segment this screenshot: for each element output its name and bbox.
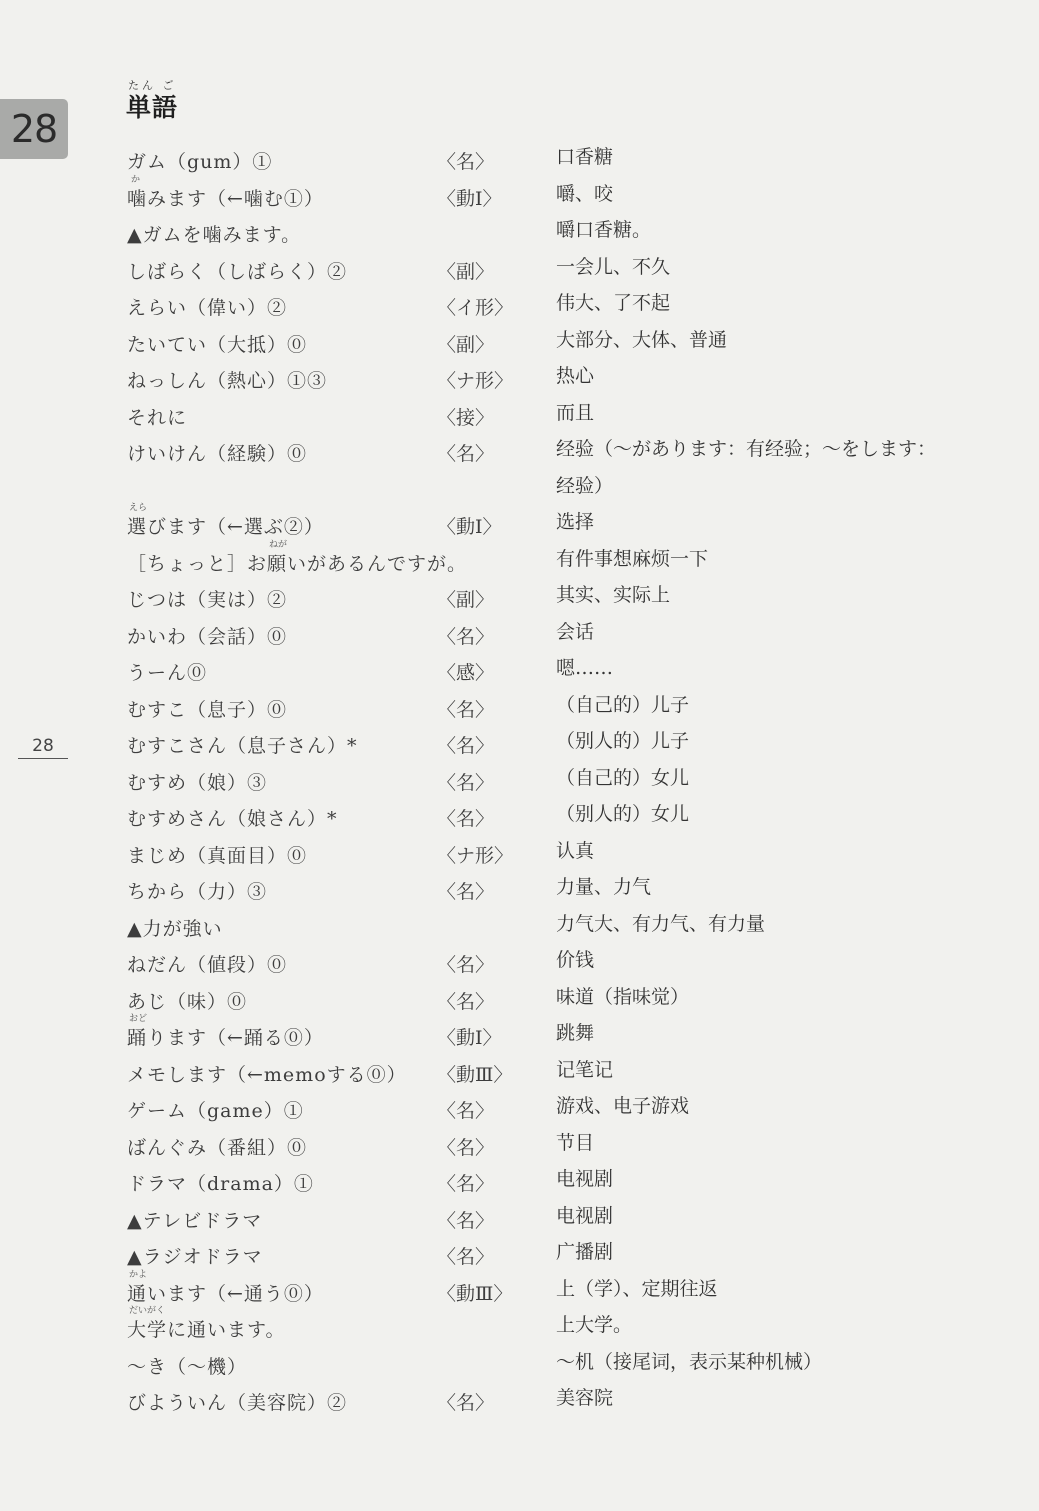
vocab-part-of-speech: 〈名〉 — [437, 625, 495, 648]
vocab-meaning: 记笔记 — [556, 1058, 614, 1081]
vocab-part-of-speech: 〈名〉 — [437, 1246, 495, 1268]
vocab-meaning: 而且 — [556, 401, 595, 424]
vocab-row — [0, 433, 1039, 506]
vocab-word: 選びます（←選ぶ②） — [127, 516, 324, 538]
vocab-row — [0, 981, 1039, 1018]
vocab-row — [0, 287, 1039, 324]
vocab-meaning: （自己的）女儿 — [556, 766, 690, 789]
vocab-meaning: 口香糖 — [556, 146, 614, 168]
vocab-ruby: だいがく — [129, 1306, 166, 1316]
vocab-meaning: 伟大、了不起 — [556, 292, 671, 314]
vocab-row — [0, 251, 1039, 288]
vocab-row — [0, 1346, 1039, 1383]
vocab-meaning: 会话 — [556, 620, 595, 643]
chapter-tab: 28 — [0, 99, 68, 159]
vocab-row — [0, 725, 1039, 762]
vocab-part-of-speech: 〈名〉 — [437, 1392, 495, 1414]
vocab-word: 踊ります（←踊る⓪） — [127, 1027, 324, 1049]
vocab-part-of-speech: 〈名〉 — [437, 1209, 495, 1232]
vocab-row — [0, 835, 1039, 872]
vocabulary-list — [0, 141, 1039, 1419]
vocab-word: あじ（味）⓪ — [127, 990, 248, 1013]
vocab-word: ▲ガムを噛みます。 — [127, 224, 302, 246]
vocab-part-of-speech: 〈接〉 — [437, 406, 495, 429]
vocab-part-of-speech: 〈感〉 — [437, 662, 495, 684]
vocab-word: むすこ（息子）⓪ — [127, 698, 288, 721]
vocab-row — [0, 360, 1039, 397]
vocab-part-of-speech: 〈名〉 — [437, 1136, 495, 1159]
vocab-word: ばんぐみ（番組）⓪ — [127, 1136, 308, 1159]
vocab-meaning: 广播剧 — [556, 1241, 614, 1263]
vocab-meaning: （别人的）儿子 — [556, 730, 690, 752]
vocab-row — [0, 908, 1039, 945]
vocab-word: えらい（偉い）② — [127, 297, 288, 319]
vocab-row — [0, 944, 1039, 981]
vocab-meaning: 其实、实际上 — [556, 584, 671, 606]
vocab-word: ねだん（値段）⓪ — [127, 954, 288, 976]
vocab-row — [0, 324, 1039, 361]
vocab-row — [0, 616, 1039, 653]
side-page-number: 28 — [18, 736, 68, 759]
vocab-meaning: 电视剧 — [556, 1168, 614, 1190]
vocab-word: ［ちょっと］お願いがあるんですが。 — [127, 552, 468, 575]
vocab-meaning: 大部分、大体、普通 — [556, 328, 728, 351]
vocab-word: けいけん（経験）⓪ — [127, 443, 308, 465]
vocab-meaning: 电视剧 — [556, 1204, 614, 1227]
vocab-row — [0, 1014, 1039, 1054]
vocab-word: じつは（実は）② — [127, 589, 288, 611]
vocab-meaning: （自己的）儿子 — [556, 693, 690, 716]
vocab-row — [0, 798, 1039, 835]
vocab-meaning: 美容院 — [556, 1387, 614, 1409]
vocab-row — [0, 1200, 1039, 1237]
vocab-part-of-speech: 〈名〉 — [437, 1173, 495, 1195]
vocab-ruby: か — [131, 174, 141, 185]
vocab-word: 通います（←通う⓪） — [127, 1282, 324, 1305]
vocab-row — [0, 1382, 1039, 1419]
vocab-part-of-speech: 〈ナ形〉 — [437, 370, 514, 392]
vocab-meaning: 有件事想麻烦一下 — [556, 547, 709, 570]
vocab-part-of-speech: 〈名〉 — [437, 443, 495, 465]
vocab-row — [0, 1236, 1039, 1273]
vocab-ruby: かよ — [129, 1269, 148, 1280]
vocab-word: 大学に通います。 — [127, 1319, 286, 1341]
vocab-word: しばらく（しばらく）② — [127, 260, 348, 283]
vocab-row — [0, 689, 1039, 726]
vocab-part-of-speech: 〈動Ⅰ〉 — [437, 516, 502, 538]
vocab-word: たいてい（大抵）⓪ — [127, 333, 308, 356]
vocab-meaning: 上大学。 — [556, 1314, 633, 1336]
vocab-part-of-speech: 〈名〉 — [437, 698, 495, 721]
vocab-word: それに — [127, 406, 188, 429]
vocab-meaning: （别人的）女儿 — [556, 803, 690, 825]
vocab-part-of-speech: 〈動Ⅲ〉 — [437, 1282, 513, 1305]
vocab-word: ねっしん（熱心）①③ — [127, 370, 328, 392]
vocab-part-of-speech: 〈名〉 — [437, 990, 495, 1013]
vocab-word: ～き（～機） — [127, 1355, 248, 1378]
vocab-row — [0, 1127, 1039, 1164]
vocab-meaning: 节目 — [556, 1131, 595, 1154]
vocab-row — [0, 174, 1039, 215]
vocab-row — [0, 397, 1039, 434]
vocab-word: うーん⓪ — [127, 662, 208, 684]
vocab-word: ▲テレビドラマ — [127, 1209, 263, 1232]
vocab-row — [0, 1306, 1039, 1346]
page-title: 単語 — [126, 93, 179, 122]
vocab-meaning: ～机（接尾词，表示某种机械） — [556, 1350, 823, 1373]
vocab-row — [0, 762, 1039, 799]
vocab-row — [0, 503, 1039, 543]
vocab-meaning: 嗯…… — [556, 657, 614, 679]
vocab-part-of-speech: 〈イ形〉 — [437, 297, 514, 319]
vocab-part-of-speech: 〈名〉 — [437, 954, 495, 976]
vocab-meaning: 经验（～があります：有经验；～をします：经验） — [556, 438, 937, 497]
vocab-word: ▲ラジオドラマ — [127, 1246, 263, 1268]
vocab-word: ドラマ（drama）① — [127, 1173, 314, 1195]
vocab-word: ガム（gum）① — [127, 151, 273, 173]
vocab-part-of-speech: 〈動Ⅰ〉 — [437, 187, 502, 210]
vocab-word: ちから（力）③ — [127, 881, 268, 903]
vocab-ruby: ねが — [269, 539, 288, 550]
vocab-meaning: 一会儿、不久 — [556, 255, 671, 278]
vocab-row — [0, 539, 1039, 580]
vocab-part-of-speech: 〈動Ⅰ〉 — [437, 1027, 502, 1049]
vocab-word: むすめさん（娘さん）* — [127, 808, 338, 830]
vocab-word: むすめ（娘）③ — [127, 771, 268, 794]
vocab-word: かいわ（会話）⓪ — [127, 625, 288, 648]
vocab-meaning: 力气大、有力气、有力量 — [556, 912, 766, 935]
vocab-word: まじめ（真面目）⓪ — [127, 844, 308, 867]
vocab-row — [0, 652, 1039, 689]
vocab-word: びよういん（美容院）② — [127, 1392, 348, 1414]
vocab-part-of-speech: 〈名〉 — [437, 1100, 495, 1122]
vocab-row — [0, 141, 1039, 178]
vocab-meaning: 价钱 — [556, 949, 595, 971]
vocab-ruby: おど — [129, 1014, 148, 1024]
vocab-meaning: 上（学）、定期往返 — [556, 1277, 718, 1300]
vocab-part-of-speech: 〈副〉 — [437, 589, 495, 611]
vocab-word: むすこさん（息子さん）* — [127, 735, 358, 757]
vocab-meaning: 热心 — [556, 365, 595, 387]
vocab-meaning: 认真 — [556, 839, 595, 862]
vocab-part-of-speech: 〈副〉 — [437, 260, 495, 283]
vocab-meaning: 嚼、咬 — [556, 182, 614, 205]
vocab-meaning: 嚼口香糖。 — [556, 219, 652, 241]
vocab-meaning: 跳舞 — [556, 1022, 595, 1044]
vocab-row — [0, 1163, 1039, 1200]
vocab-row — [0, 579, 1039, 616]
vocab-row — [0, 871, 1039, 908]
vocab-word: メモします（←memoする⓪） — [127, 1063, 407, 1086]
vocab-meaning: 选择 — [556, 511, 595, 533]
vocab-part-of-speech: 〈ナ形〉 — [437, 844, 514, 867]
vocab-row — [0, 1090, 1039, 1127]
vocab-meaning: 味道（指味觉） — [556, 985, 690, 1008]
vocab-part-of-speech: 〈名〉 — [437, 735, 495, 757]
vocab-word: ▲力が強い — [127, 917, 223, 940]
vocab-word: ゲーム（game）① — [127, 1100, 304, 1122]
vocab-part-of-speech: 〈名〉 — [437, 881, 495, 903]
vocab-row — [0, 214, 1039, 251]
vocab-part-of-speech: 〈名〉 — [437, 151, 495, 173]
vocab-ruby: えら — [129, 503, 148, 513]
title-ruby: たん ご — [128, 79, 177, 92]
vocab-row — [0, 1054, 1039, 1091]
vocab-part-of-speech: 〈副〉 — [437, 333, 495, 356]
vocab-part-of-speech: 〈動Ⅲ〉 — [437, 1063, 513, 1086]
vocab-meaning: 力量、力气 — [556, 876, 652, 898]
vocab-meaning: 游戏、电子游戏 — [556, 1095, 690, 1117]
vocab-word: 噛みます（←噛む①） — [127, 187, 324, 210]
vocab-part-of-speech: 〈名〉 — [437, 771, 495, 794]
vocab-part-of-speech: 〈名〉 — [437, 808, 495, 830]
